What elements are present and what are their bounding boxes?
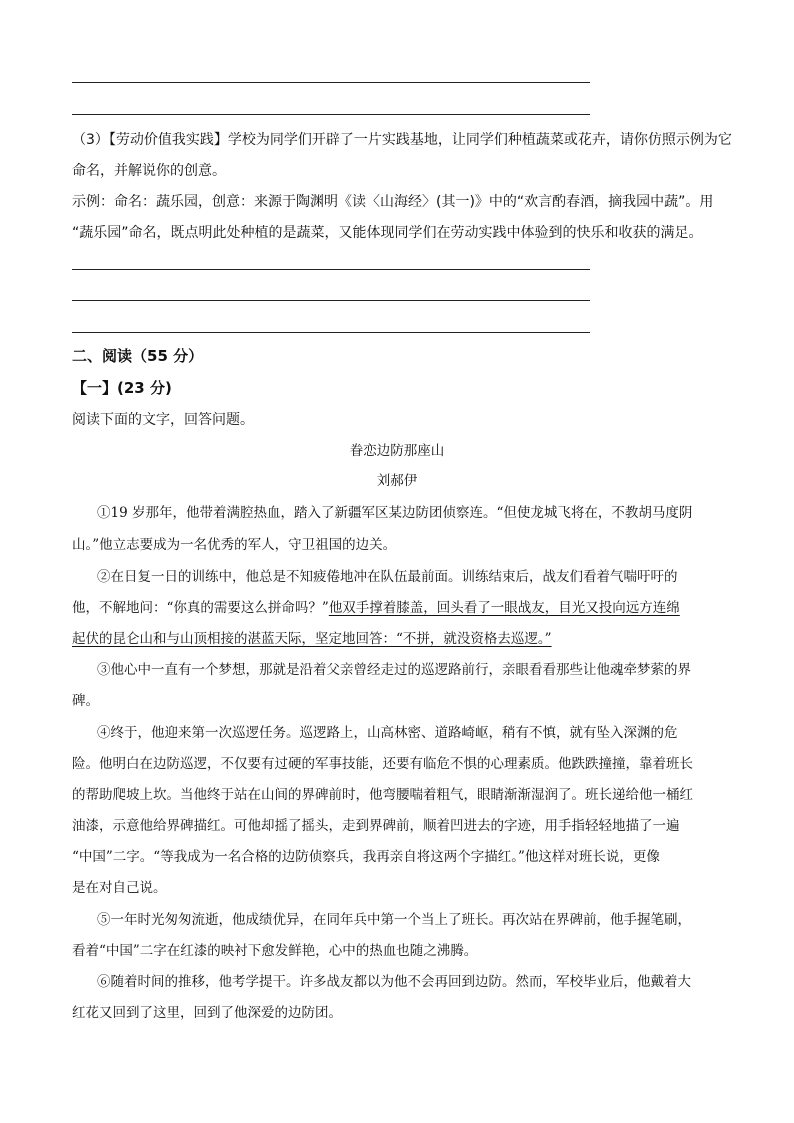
paragraph-4-line: 的帮助爬坡上坎。当他终于站在山间的界碑前时，他弯腰喘着粗气，眼睛渐渐湿润了。班长递给他一桶红	[72, 787, 693, 803]
paragraph-2-line	[72, 599, 722, 617]
answer-line[interactable]	[72, 269, 590, 270]
paragraph-4-line: 油漆，示意他给界碑描红。可他却摇了摇头，走到界碑前，顺着凹进去的字迹，用手指轻轻地描了一遍	[72, 818, 680, 834]
part-title: 【一】(23 分)	[72, 379, 172, 397]
paragraph-6-line: ⑥随着时间的推移，他考学提干。许多战友都以为他不会再回到边防。然而，军校毕业后，他戴着大	[97, 974, 691, 990]
answer-line[interactable]	[72, 332, 590, 333]
underlined-sentence-cont: 起伏的昆仑山和与山顶相接的湛蓝天际，坚定地回答：“不拼，就没资格去巡逻。”	[72, 631, 552, 647]
paragraph-1-line: 山。”他立志要成为一名优秀的军人，守卫祖国的边关。	[72, 537, 397, 553]
paragraph-5-line: ⑤一年时光匆匆流逝，他成绩优异，在同年兵中第一个当上了班长。再次站在界碑前，他手握笔刷，	[97, 912, 691, 928]
question-3-example: 示例：命名：蔬乐园，创意：来源于陶渊明《读〈山海经〉(其一)》中的“欢言酌春酒，摘我园中蔬”。用	[72, 194, 714, 210]
paragraph-6-line: 红花又回到了这里，回到了他深爱的边防团。	[72, 1005, 342, 1021]
paragraph-4-line: 险。他明白在边防巡逻，不仅要有过硬的军事技能，还要有临危不惧的心理素质。他跌跌撞撞，靠着班长	[72, 756, 693, 772]
article-author: 刘郝伊	[376, 473, 418, 489]
paragraph-3-line: 碑。	[72, 693, 99, 709]
paragraph-2-line	[72, 630, 722, 648]
section-title: 二、阅读（55 分）	[72, 347, 204, 365]
paragraph-4-line: 是在对自己说。	[72, 880, 167, 896]
paragraph-2-dialogue: 他，不解地问：“你真的需要这么拼命吗？”	[72, 600, 329, 616]
answer-line[interactable]	[72, 82, 590, 83]
question-3-prompt: （3）【劳动价值我实践】学校为同学们开辟了一片实践基地，让同学们种植蔬菜或花卉，请你仿照示例为它	[72, 132, 732, 148]
answer-line[interactable]	[72, 114, 590, 115]
paragraph-2-line: ②在日复一日的训练中，他总是不知疲倦地冲在队伍最前面。训练结束后，战友们看着气喘吁吁的	[97, 569, 678, 585]
paragraph-1-line: ①19 岁那年，他带着满腔热血，踏入了新疆军区某边防团侦察连。“但使龙城飞将在，不教胡马度阴	[97, 505, 693, 521]
article-title: 眷恋边防那座山	[349, 443, 445, 459]
question-3-example-cont: “蔬乐园”命名，既点明此处种植的是蔬菜，又能体现同学们在劳动实践中体验到的快乐和收获的满足。	[72, 225, 703, 241]
paragraph-4-line: ④终于，他迎来第一次巡逻任务。巡逻路上，山高林密、道路崎岖，稍有不慎，就有坠入深渊的危	[97, 725, 678, 741]
paragraph-5-line: 看着“中国”二字在红漆的映衬下愈发鲜艳，心中的热血也随之沸腾。	[72, 943, 478, 959]
paragraph-4-line: “中国”二字。“等我成为一名合格的边防侦察兵，我再亲自将这两个字描红。”他这样对班长说，更像	[72, 849, 660, 865]
reading-instruction: 阅读下面的文字，回答问题。	[72, 412, 254, 428]
underlined-sentence: 他双手撑着膝盖，回头看了一眼战友，目光又投向远方连绵	[328, 600, 680, 616]
paragraph-3-line: ③他心中一直有一个梦想，那就是沿着父亲曾经走过的巡逻路前行，亲眼看看那些让他魂牵梦萦的界	[97, 662, 691, 678]
answer-line[interactable]	[72, 300, 590, 301]
question-3-prompt-cont: 命名，并解说你的创意。	[72, 163, 226, 179]
